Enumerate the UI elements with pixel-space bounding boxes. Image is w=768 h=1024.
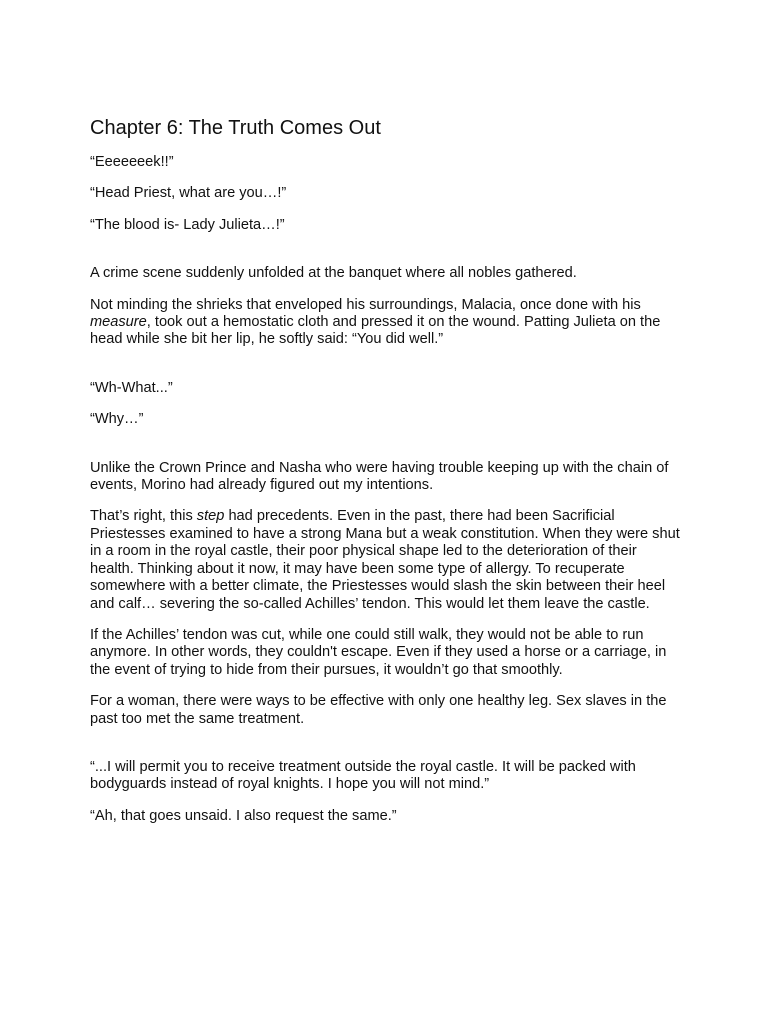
chapter-title: Chapter 6: The Truth Comes Out — [90, 117, 381, 139]
paragraph-5 — [90, 297, 680, 349]
paragraph-9 — [90, 508, 680, 612]
blank-line — [90, 443, 680, 460]
paragraph-9-emphasis: step — [196, 508, 225, 525]
paragraph-3: “The blood is- Lady Julieta…!” — [90, 216, 285, 233]
paragraph-5-text-b: , took out a hemostatic cloth and pressed it on the wound. Patting Julieta on the head while she bit her lip, he softly said: “You did well.” — [90, 314, 661, 348]
paragraph-6: “Wh-What...” — [90, 379, 173, 396]
paragraph-8: Unlike the Crown Prince and Nasha who were having trouble keeping up with the chain of events, Morino had already figured out my intentions. — [90, 459, 669, 494]
paragraph-5-text-a: Not minding the shrieks that enveloped his surroundings, Malacia, once done with his — [90, 296, 641, 313]
paragraph-9-text-b: had precedents. Even in the past, there had been Sacrificial Priestesses examined to have a strong Mana but a weak constitution. When they were shut in a room in the royal castle, their poor physical shape led to the deterioration of their health. Thinking about it now, it may have been some type of allergy. To recuperate somewhere with a better climate, the Priestesses would slash the skin between their heel and calf… severing the so-called Achilles’ tendon. This would let them leave the castle. — [90, 508, 680, 612]
blank-line — [90, 742, 680, 759]
paragraph-1: “Eeeeeeek!!” — [90, 154, 174, 170]
paragraph-7: “Why…” — [90, 411, 144, 428]
paragraph-13: “Ah, that goes unsaid. I also request the same.” — [90, 807, 397, 824]
blank-line — [90, 248, 680, 265]
paragraph-2: “Head Priest, what are you…!” — [90, 185, 287, 202]
paragraph-9-text-a: That’s right, this — [90, 508, 197, 525]
paragraph-5-emphasis: measure — [90, 314, 147, 331]
paragraph-12: “...I will permit you to receive treatment outside the royal castle. It will be packed with bodyguards instead of royal knights. I hope you will not mind.” — [90, 758, 636, 793]
paragraph-10: If the Achilles’ tendon was cut, while one could still walk, they would not be able to run anymore. In other words, they couldn't escape. Even if they used a horse or a carriage, in the event of trying to hide from their pursues, it wouldn’t go that smoothly. — [90, 626, 667, 678]
paragraph-4: A crime scene suddenly unfolded at the banquet where all nobles gathered. — [90, 265, 577, 282]
paragraph-11: For a woman, there were ways to be effective with only one healthy leg. Sex slaves in the past too met the same treatment. — [90, 693, 667, 727]
document-page — [90, 116, 680, 839]
blank-line — [90, 363, 680, 380]
